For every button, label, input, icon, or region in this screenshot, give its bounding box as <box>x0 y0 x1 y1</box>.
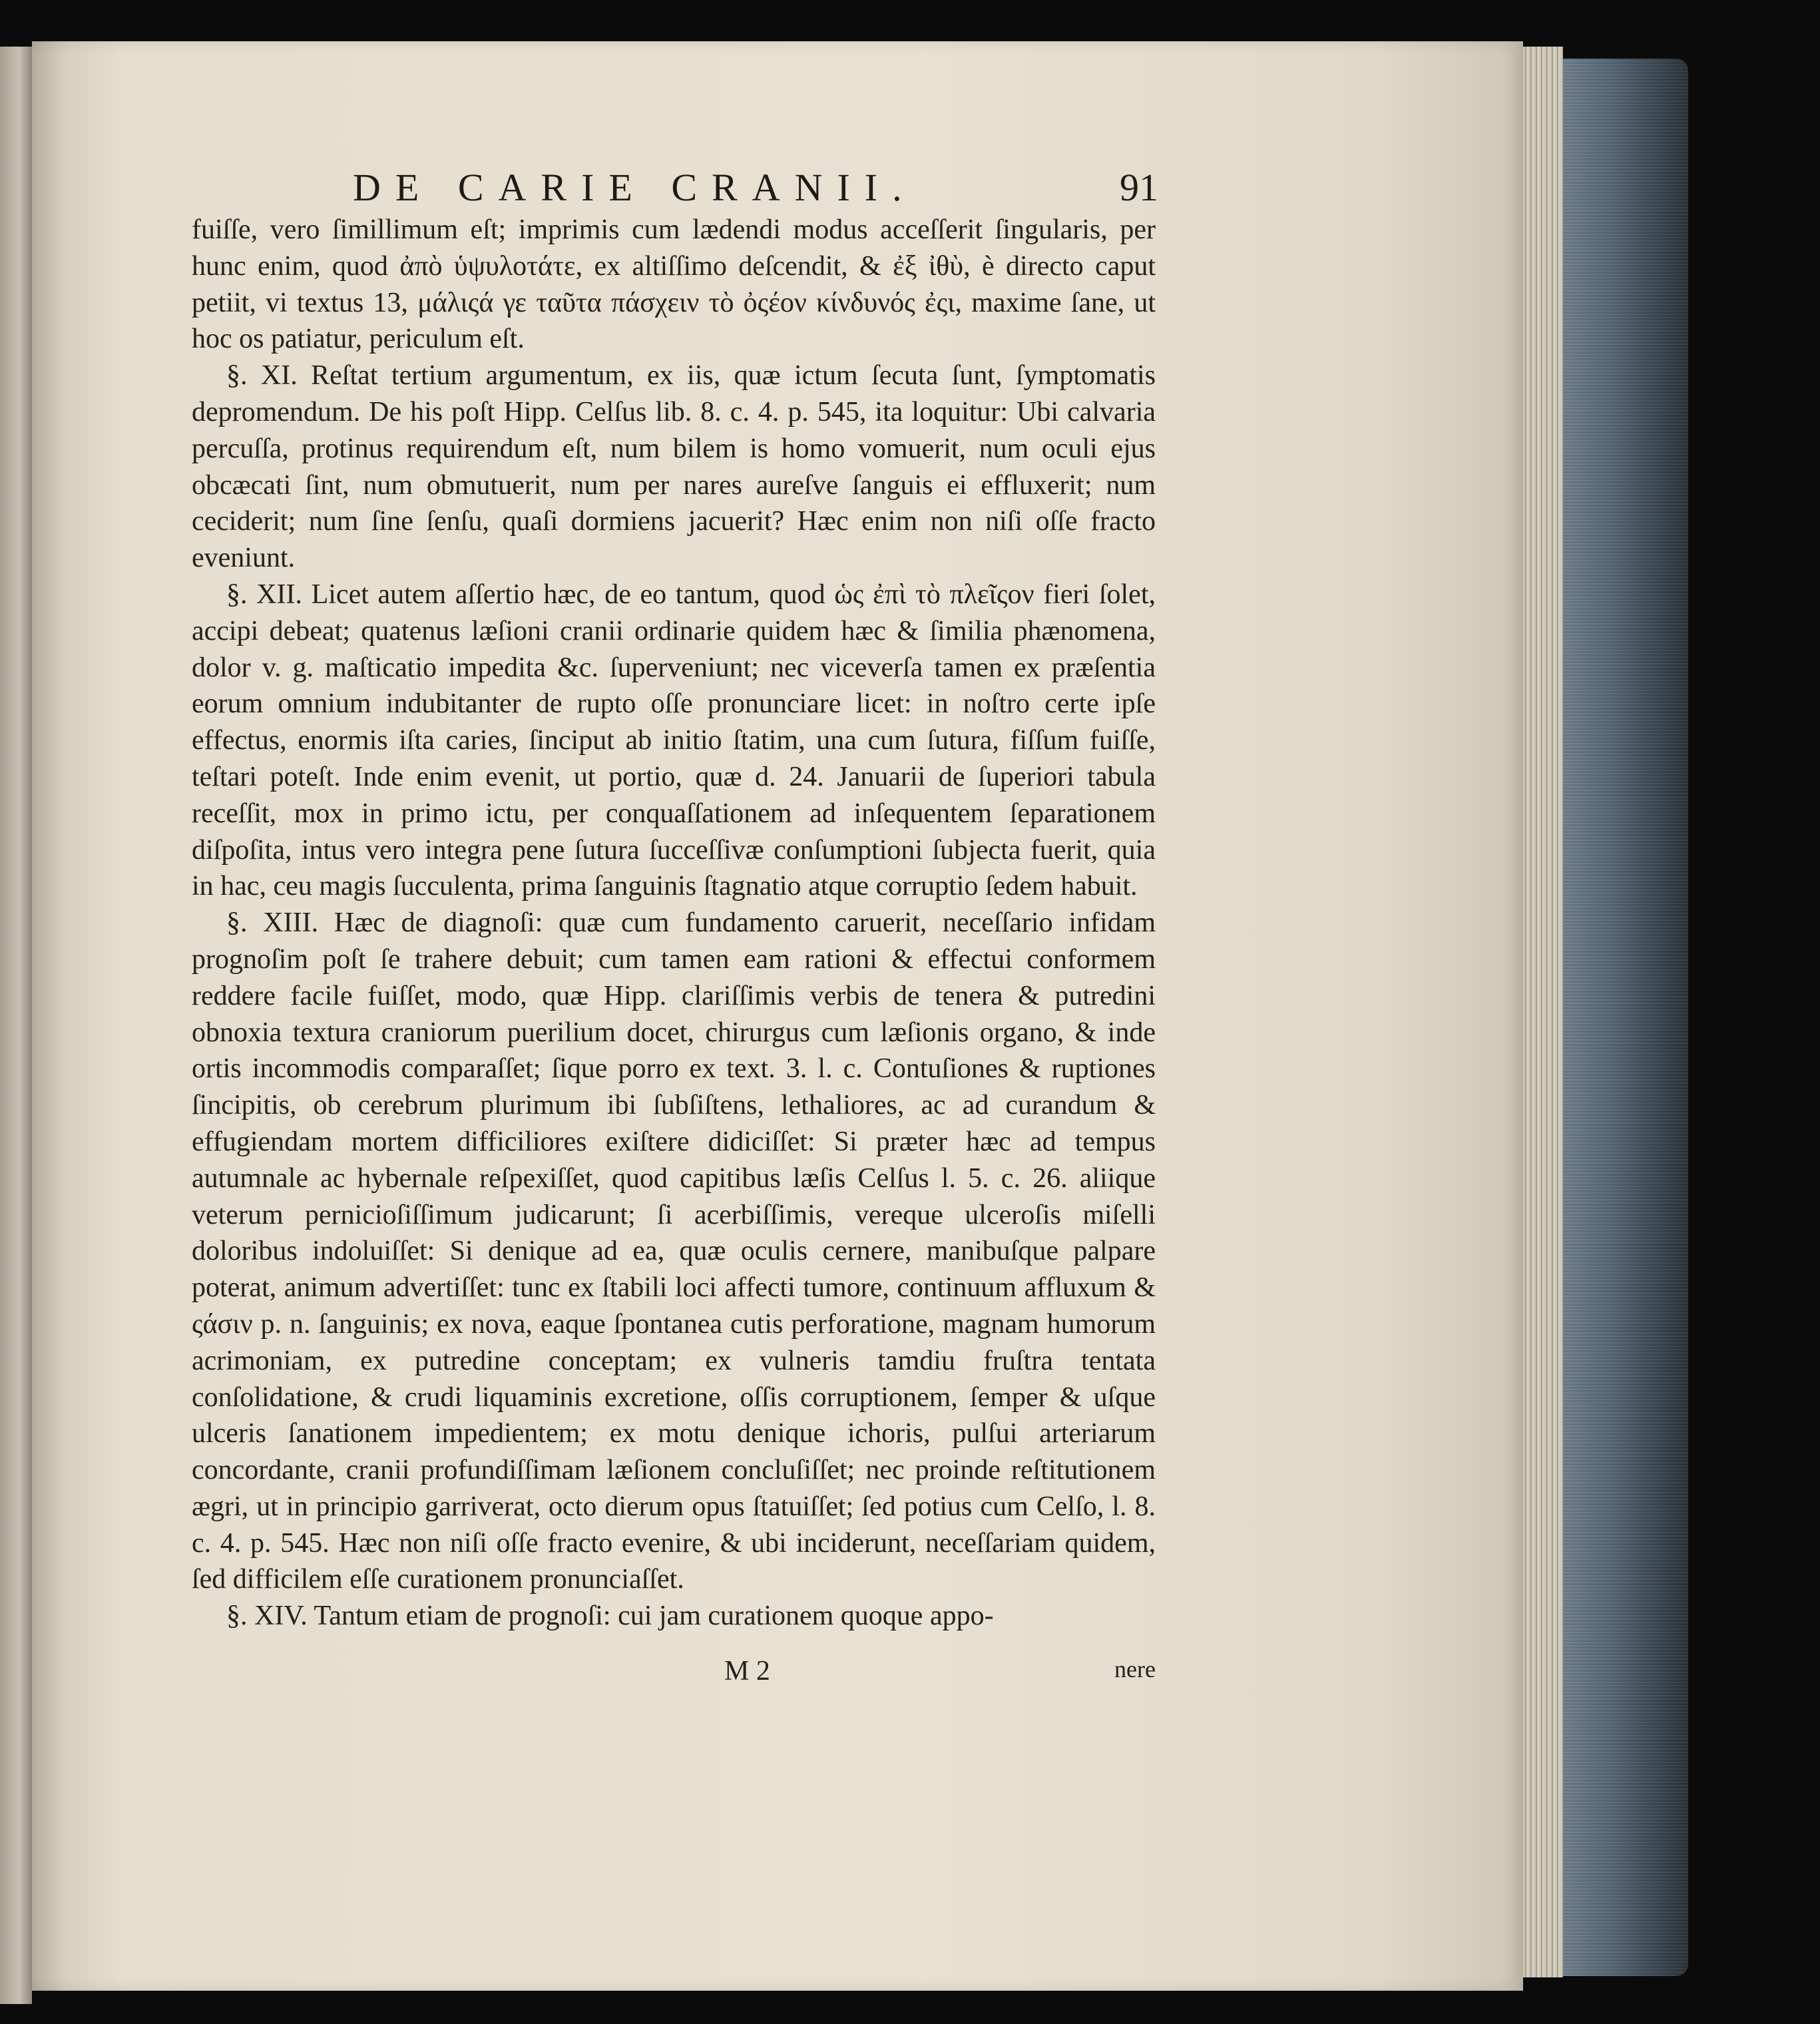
paragraph-section-13: §. XIII. Hæc de diagnoſi: quæ cum fundamento caruerit, neceſſario infidam prognoſim poſt ſe trahere debuit; cum tamen eam rationi & effectui conformem reddere facile fuiſſet, modo, quæ Hipp. clariſſimis verbis de tenera & putredini obnoxia textura craniorum puerilium docet, chirurgus cum læſionis organo, & inde ortis incommodis comparaſſet; ſique porro ex text. 3. l. c. Contuſiones & ruptiones ſincipitis, ob cerebrum plurimum ibi ſubſiſtens, lethaliores, ac ad curandum & effugiendam mortem difficiliores exiſtere didiciſſet: Si præter hæc ad tempus autumnale ac hybernale reſpexiſſet, quod capitibus læſis Celſus l. 5. c. 26. aliique veterum pernicioſiſſimum judicarunt; ſi acerbiſſimis, vereque ulceroſis miſelli doloribus indoluiſſet: Si denique ad ea, quæ oculis cernere, manibuſque palpare poterat, animum advertiſſet: tunc ex ſtabili loci affecti tumore, continuum affluxum & ςάσιν p. n. ſanguinis; ex nova, eaque ſpontanea cutis perforatione, magnam humorum acrimoniam, ex putredine conceptam; ex vulneris tamdiu fruſtra tentata conſolidatione, & crudi liquaminis excretione, oſſis corruptionem, ſemper & uſque ulceris ſanationem impedientem; ex motu denique ichoris, pulſui arteriarum concordante, cranii profundiſſimam læſionem concluſiſſet; nec proinde reſtitutionem ægri, ut in principio garriverat, octo dierum opus ſtatuiſſet; ſed potius cum Celſo, l. 8. c. 4. p. 545. Hæc non niſi oſſe fracto evenire, & ubi inciderunt, neceſſariam quidem, ſed difficilem eſſe curationem pronunciaſſet. <box>192 907 1156 1595</box>
page-footer <box>192 1655 1156 1695</box>
body-text <box>192 212 1156 1635</box>
signature-mark: M 2 <box>724 1656 770 1686</box>
book-cover-edge <box>1563 59 1688 1976</box>
paragraph-section-11: §. XI. Reſtat tertium argumentum, ex iis, quæ ictum ſecuta ſunt, ſymptomatis depromendum. De his poſt Hipp. Celſus lib. 8. c. 4. p. 545, ita loquitur: Ubi calvaria percuſſa, protinus requirendum eſt, num bilem is homo vomuerit, num oculi ejus obcæcati ſint, num obmutuerit, num per nares aureſve ſanguis ei effluxerit; num ceciderit; num ſine ſenſu, quaſi dormiens jacuerit? Hæc enim non niſi oſſe fracto eveniunt. <box>192 360 1156 574</box>
previous-page-edge <box>0 47 32 2004</box>
cover-texture <box>1563 59 1688 1976</box>
catchword: nere <box>1114 1656 1156 1682</box>
paragraph-section-12: §. XII. Licet autem aſſertio hæc, de eo tantum, quod ὡς ἐπὶ τὸ πλεῖςον fieri ſolet, accipi debeat; quatenus læſioni cranii ordinarie quidem hæc & ſimilia phænomena, dolor v. g. maſticatio impedita &c. ſuperveniunt; nec viceverſa tamen ex præſentia eorum omnium indubitanter de rupto oſſe pronunciare licet: in noſtro certe ipſe effectus, enormis iſta caries, ſinciput ab initio ſtatim, una cum ſutura, fiſſum fuiſſe, teſtari poteſt. Inde enim evenit, ut portio, quæ d. 24. Januarii de ſuperiori tabula receſſit, mox in primo ictu, per conquaſſationem ad inſequentem ſeparationem diſpoſita, intus vero integra pene ſutura ſucceſſivæ conſumptioni ſubjecta fuerit, quia in hac, ceu magis ſucculenta, prima ſanguinis ſtagnatio atque corruptio ſedem habuit. <box>192 579 1156 902</box>
page-number: 91 <box>1120 166 1158 209</box>
paragraph-continuation: fuiſſe, vero ſimillimum eſt; imprimis cum lædendi modus acceſſerit ſingularis, per hunc enim, quod ἀπὸ ὑψυλοτάτε, ex altiſſimo deſcendit, & ἐξ ἰθὺ, è directo caput petiit, vi textus 13, μάλιςά γε ταῦτα πάσχειν τὸ ὀςέον κίνδυνός ἐςι, maxime ſane, ut hoc os patiatur, periculum eſt. <box>192 214 1156 355</box>
running-head: DE CARIE CRANII. <box>353 166 917 209</box>
page-block-edges <box>1523 47 1563 1977</box>
page-header <box>353 165 1158 218</box>
paragraph-section-14: §. XIV. Tantum etiam de prognoſi: cui jam curationem quoque appo- <box>226 1601 994 1632</box>
